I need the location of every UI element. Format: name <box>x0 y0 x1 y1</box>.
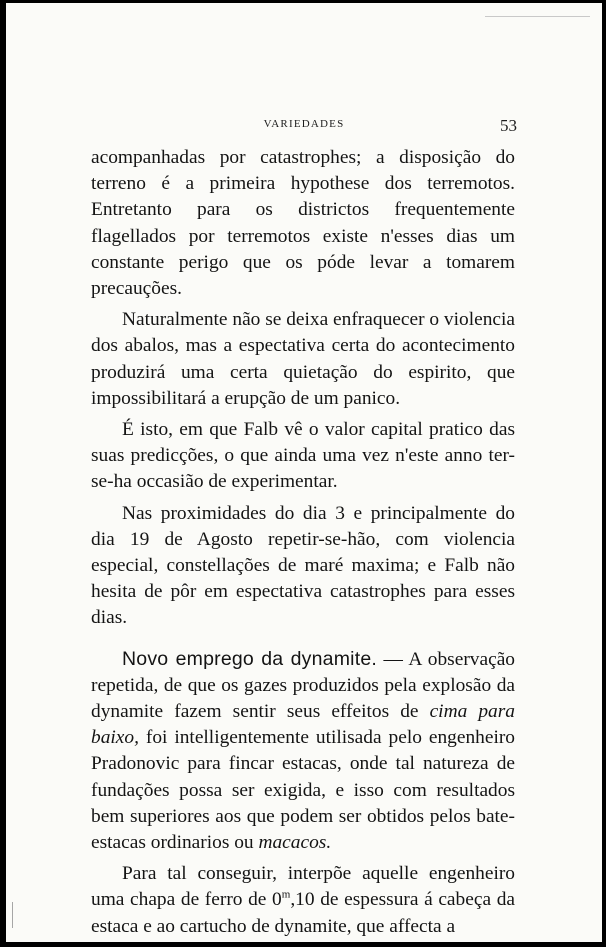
book-page <box>6 3 602 942</box>
paragraph: É isto, em que Falb vê o valor capital pratico das suas predicções, o que ainda uma vez n'este anno ter-se-ha occasião de experimentar. <box>91 419 515 493</box>
title-dash: — <box>376 648 409 670</box>
section-title: Novo emprego da dynamite. <box>122 647 377 670</box>
paragraph-text: ,10 de espessura á cabeça da estaca e ao cartucho de dynamite, que affecta a <box>91 889 515 937</box>
paragraph: Nas proximidades do dia 3 e principalmente do dia 19 de Agosto repetir-se-hão, com violencia especial, constellações de maré maxima; e Falb não hesita de pôr em espectativa catastrophes para esses dias. <box>91 502 515 629</box>
paragraph <box>91 861 515 940</box>
page-number: 53 <box>500 116 517 135</box>
scan-artifact-line <box>485 16 590 17</box>
running-head: VARIEDADES <box>263 118 345 130</box>
italic-phrase: cima para baixo, <box>91 701 515 749</box>
page-header <box>6 116 602 136</box>
unit-superscript: m <box>281 889 291 902</box>
paragraph-text: foi intelligentemente utilisada pelo engenheiro Pradonovic para fincar estacas, onde tal natureza de fundações possa ser exigida, e isso com resultados bem superiores aos que podem ser obtidos pelos bate-estacas ordinarios ou <box>91 727 515 854</box>
paragraph-text: A observação repetida, de que os gazes produzidos pela explosão da dynamite fazem sentir seus effeitos de <box>91 648 516 723</box>
section-paragraph <box>91 646 515 857</box>
paragraph-continuation: acompanhadas por catastrophes; a disposição do terreno é a primeira hypothese dos terremotos. Entretanto para os districtos frequentemente flagellados por terremotos existe n'esses dias um constante perigo que os póde levar a tomarem precauções. <box>91 147 515 300</box>
scan-artifact-mark <box>12 902 13 928</box>
italic-phrase: macacos. <box>258 832 332 854</box>
paragraph: Naturalmente não se deixa enfraquecer o violencia dos abalos, mas a espectativa certa do acontecimento produzirá uma certa quietação do espirito, que impossibilitará a erupção de um panico. <box>91 309 516 409</box>
body-text <box>91 145 515 940</box>
paragraph-text: Para tal conseguir, interpõe aquelle engenheiro uma chapa de ferro de 0 <box>91 863 515 911</box>
